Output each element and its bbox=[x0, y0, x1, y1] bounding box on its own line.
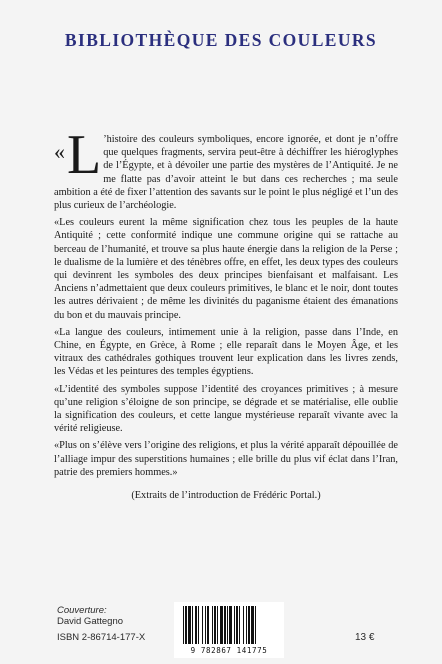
barcode-stripe bbox=[188, 606, 191, 644]
barcode bbox=[174, 602, 284, 658]
introduction-excerpt bbox=[54, 124, 398, 506]
barcode-stripe bbox=[239, 606, 240, 644]
barcode-stripe bbox=[192, 606, 193, 644]
paragraph-3: «La langue des couleurs, intimement unie à la religion, passe dans l’Inde, en Chine, en Égypte, en Grèce, à Rome ; elle reparaît dans le Moyen Âge, et les vitraux des cathédrales gothiques trouvent leur explication dans les livres zends, les Védas et les peintures des temples égyptiens. bbox=[54, 326, 398, 378]
paragraph-5: «Plus on s’élève vers l’origine des religions, et plus la vérité apparaît dépouillée de l’alliage impur des superstitions humaines ; elle brille du plus vif éclat dans l’Iran, patrie des premiers hommes.» bbox=[54, 440, 398, 478]
barcode-stripe bbox=[224, 606, 226, 644]
page-title: BIBLIOTHÈQUE DES COULEURS bbox=[64, 30, 378, 50]
paragraph-2: «Les couleurs eurent la même signification chez tous les peuples de la haute Antiquité ; cette conformité indique une commune origine qui se rattache au berceau de l’humanité, et trouve sa plus haute énergie dans la religion de la Perse ; le dualisme de la lumière et des ténèbres offre, en effet, les deux types des couleurs qui devinrent les symboles des deux principes bienfaisant et malfaisant. Les Anciens n’admettaient que deux couleurs primitives, le blanc et le noir, dont toutes les autres dérivaient ; de même les divinités du paganisme étaient des émanations du bon et du mauvais principe. bbox=[54, 217, 398, 321]
barcode-stripe bbox=[183, 606, 184, 644]
barcode-stripe bbox=[217, 606, 218, 644]
opening-quote-mark: « bbox=[54, 139, 65, 164]
barcode-stripe bbox=[251, 606, 254, 644]
barcode-stripe bbox=[195, 606, 197, 644]
barcode-stripe bbox=[229, 606, 232, 644]
barcode-stripe bbox=[234, 606, 235, 644]
cover-credit bbox=[57, 605, 123, 627]
barcode-stripe bbox=[248, 606, 250, 644]
barcode-stripe bbox=[212, 606, 213, 644]
paragraph-1 bbox=[54, 124, 398, 212]
barcode-stripe bbox=[205, 606, 206, 644]
barcode-stripe bbox=[214, 606, 216, 644]
barcode-stripe bbox=[198, 606, 199, 644]
barcode-stripe bbox=[246, 606, 247, 644]
barcode-stripe bbox=[202, 606, 203, 644]
source-note: (Extraits de l’introduction de Frédéric Portal.) bbox=[131, 490, 321, 502]
barcode-stripe bbox=[207, 606, 209, 644]
barcode-stripe bbox=[243, 606, 244, 644]
price: 13 € bbox=[355, 632, 375, 643]
barcode-stripe bbox=[185, 606, 187, 644]
paragraph-4: «L’identité des symboles suppose l’identité des croyances primitives ; à mesure qu’une religion s’éloigne de son principe, se dégrade et se matérialise, elle oublie la signification des couleurs, et cette langue mystérieuse reparaît vivante avec la vérité religieuse. bbox=[54, 383, 398, 435]
barcode-number: 9 782867 141775 bbox=[190, 646, 268, 655]
cover-credit-name: David Gattegno bbox=[57, 616, 124, 627]
barcode-stripe bbox=[227, 606, 228, 644]
barcode-bars bbox=[183, 606, 275, 646]
isbn: ISBN 2-86714-177-X bbox=[57, 632, 146, 643]
barcode-stripe bbox=[220, 606, 223, 644]
cover-credit-label: Couverture: bbox=[57, 605, 107, 616]
barcode-stripe bbox=[255, 606, 256, 644]
drop-cap: L bbox=[67, 124, 102, 186]
barcode-stripe bbox=[236, 606, 238, 644]
paragraph-1-text: ’histoire des couleurs symboliques, encore ignorée, et dont je n’offre que quelques fragments, servira peut-être à déchiffrer les hiéroglyphes de l’Égypte, et à dévoiler une partie des mystères de l’Antiquité. Je ne me flatte pas d’avoir atteint le but dans ces recherches ; ma seule ambition a été de fixer l’attention des savants sur le point le plus négligé et l’un des plus curieux de l’archéologie. bbox=[54, 134, 398, 212]
